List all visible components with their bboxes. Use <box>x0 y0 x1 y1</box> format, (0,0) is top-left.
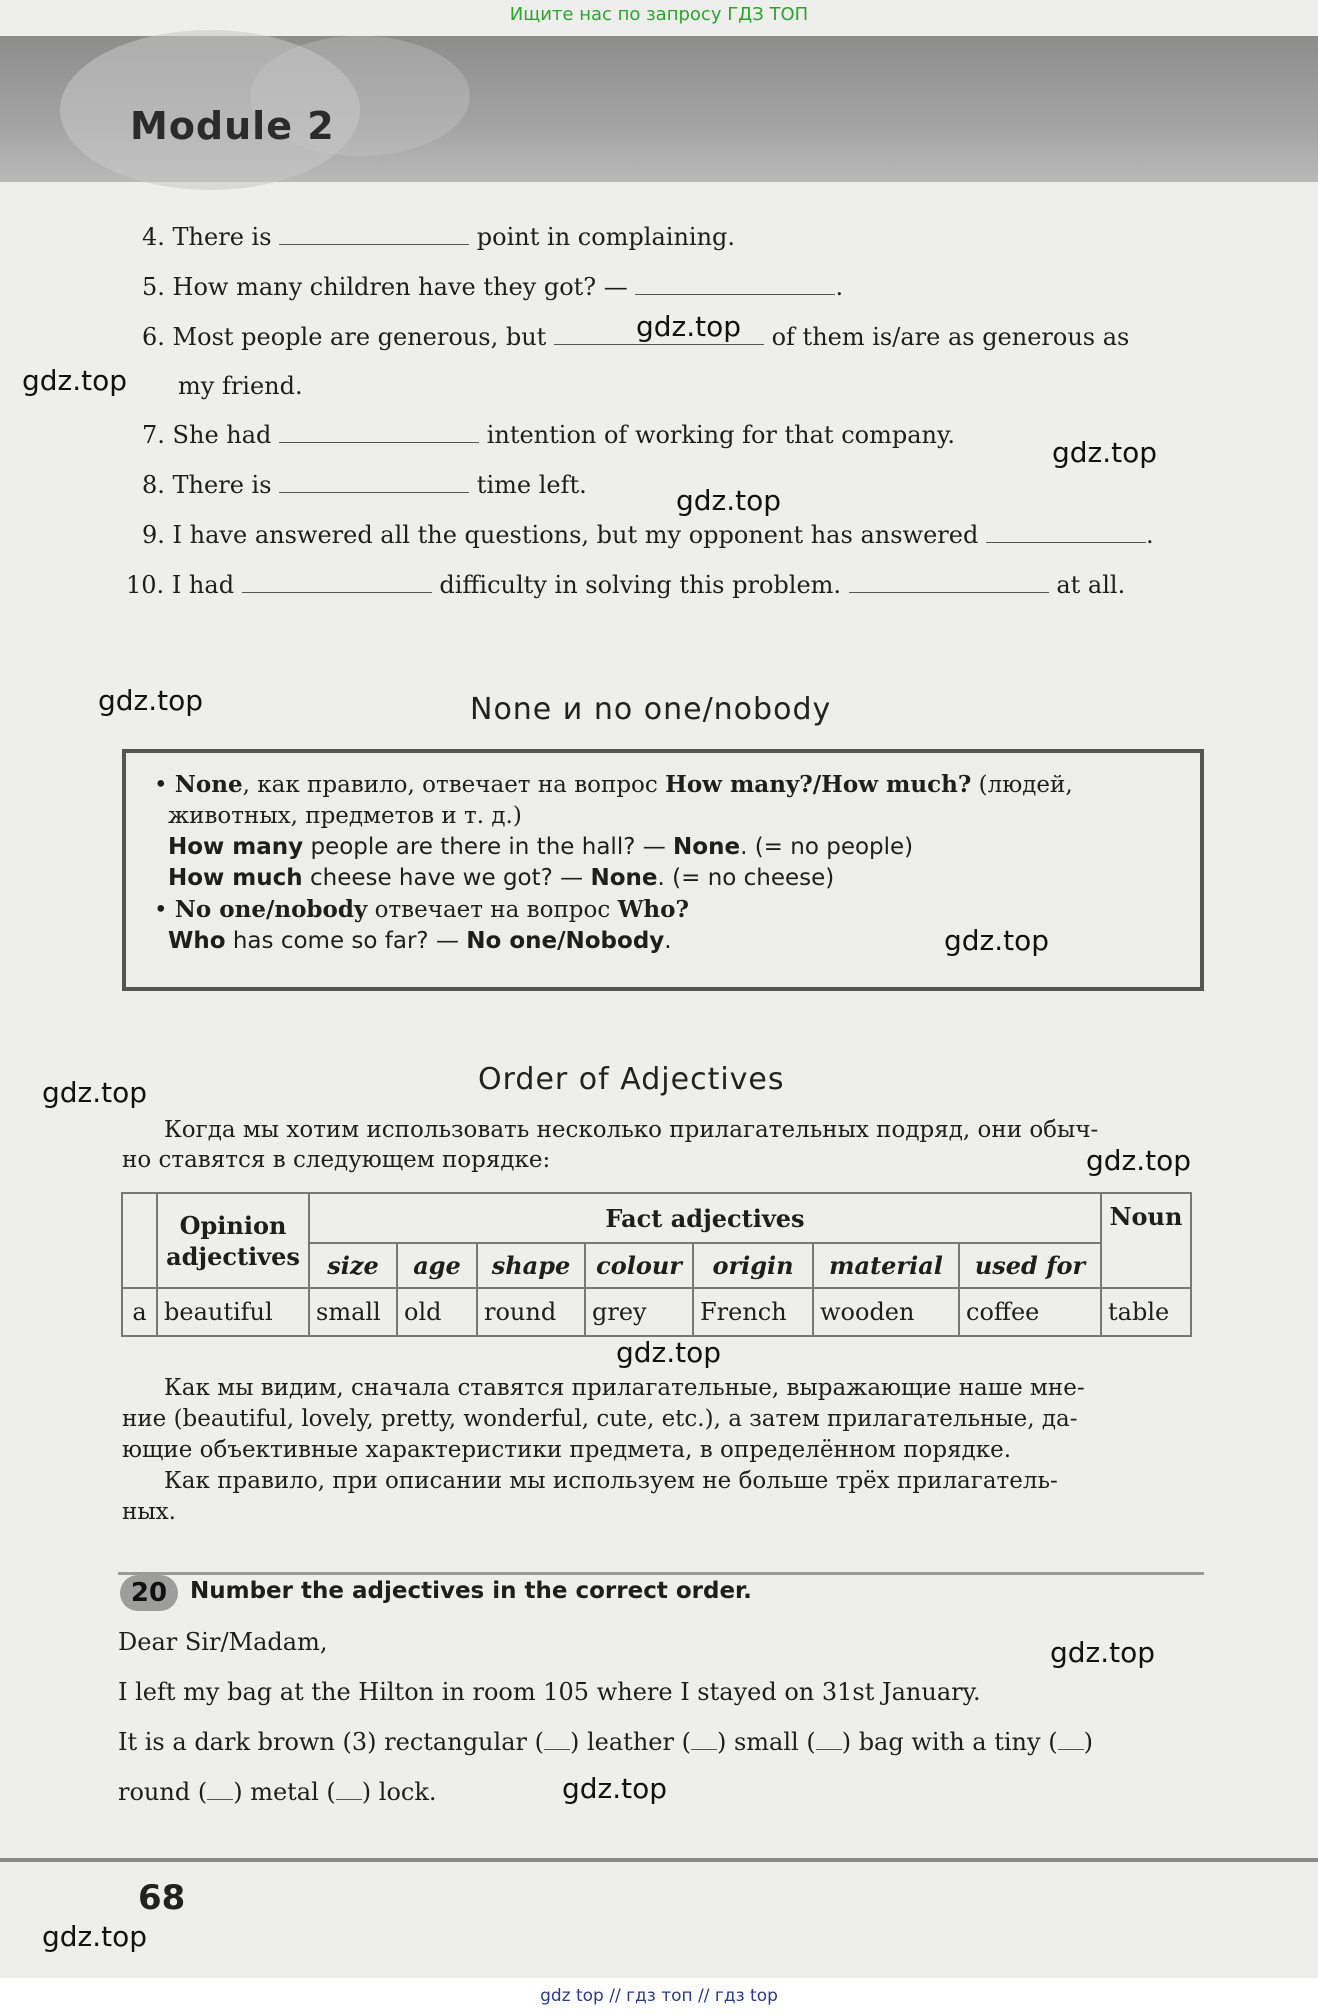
rule-example: Who has come so far? — No one/Nobody. <box>168 928 672 954</box>
rule-example: How many people are there in the hall? — None. (= no people) <box>168 834 914 860</box>
number-blank[interactable] <box>691 1749 717 1750</box>
number-blank[interactable] <box>1058 1749 1084 1750</box>
answer-blank[interactable] <box>279 420 479 443</box>
exercise-item-4: 4. There is point in complaining. <box>142 223 736 251</box>
exercise-item-6-cont: my friend. <box>178 372 303 400</box>
table-subheader: used for <box>959 1243 1101 1288</box>
letter-line: It is a dark brown (3) rectangular ( ) leather ( ) small ( ) bag with a tiny ( ) <box>118 1728 1093 1756</box>
exercise-number-badge: 20 <box>120 1575 178 1611</box>
answer-blank[interactable] <box>279 222 469 245</box>
watermark: gdz.top <box>616 1336 722 1369</box>
table-cell: French <box>693 1288 813 1336</box>
letter-greeting: Dear Sir/Madam, <box>118 1628 328 1656</box>
exercise-item-8: 8. There is time left. <box>142 471 587 499</box>
rule-line: • None, как правило, отвечает на вопрос How many?/How much? (людей, <box>154 771 1073 798</box>
adjective-order-table <box>121 1192 1192 1337</box>
exercise-item-5: 5. How many children have they got? — . <box>142 273 844 301</box>
table-subheader: origin <box>693 1243 813 1288</box>
footer-note: gdz top // гдз топ // гдз top <box>540 1986 778 2006</box>
exercise-item-9: 9. I have answered all the questions, but my opponent has answered . <box>142 521 1154 549</box>
table-subheader: material <box>813 1243 959 1288</box>
watermark: gdz.top <box>636 310 742 343</box>
answer-blank[interactable] <box>849 570 1049 593</box>
watermark: gdz.top <box>42 1920 148 1953</box>
explanation-line: ных. <box>122 1499 176 1525</box>
watermark: gdz.top <box>1052 436 1158 469</box>
table-cell <box>122 1193 157 1288</box>
number-blank[interactable] <box>544 1749 570 1750</box>
number-blank[interactable] <box>336 1799 362 1800</box>
section-title-order: Order of Adjectives <box>478 1062 785 1097</box>
watermark: gdz.top <box>22 364 128 397</box>
table-cell-article: a <box>122 1288 157 1336</box>
section-title-none: None и no one/nobody <box>470 692 832 727</box>
watermark: gdz.top <box>1086 1144 1192 1177</box>
rule-example: How much cheese have we got? — None. (= no cheese) <box>168 865 835 891</box>
exercise-item-6: 6. Most people are generous, but of them is/are as generous as <box>142 323 1130 351</box>
watermark: gdz.top <box>42 1076 148 1109</box>
explanation-line: Как правило, при описании мы используем не больше трёх прилагатель- <box>164 1468 1058 1494</box>
table-cell-noun: table <box>1101 1288 1191 1336</box>
explanation-line: Как мы видим, сначала ставятся прилагательные, выражающие наше мне- <box>164 1375 1085 1401</box>
exercise-instruction: Number the adjectives in the correct order. <box>190 1578 752 1604</box>
letter-line: I left my bag at the Hilton in room 105 where I stayed on 31st January. <box>118 1678 981 1706</box>
watermark: gdz.top <box>676 484 782 517</box>
number-blank[interactable] <box>207 1799 233 1800</box>
top-search-note: Ищите нас по запросу ГДЗ ТОП <box>509 4 809 25</box>
table-subheader: shape <box>477 1243 585 1288</box>
letter-line: round ( ) metal ( ) lock. <box>118 1778 437 1806</box>
answer-blank[interactable] <box>242 570 432 593</box>
bottom-rule <box>0 1858 1318 1862</box>
order-intro-line: Когда мы хотим использовать несколько прилагательных подряд, они обыч- <box>164 1117 1099 1143</box>
watermark: gdz.top <box>944 924 1050 957</box>
answer-blank[interactable] <box>635 272 835 295</box>
exercise-divider <box>118 1572 1204 1575</box>
exercise-item-10: 10. I had difficulty in solving this problem. at all. <box>126 571 1126 599</box>
table-subheader: size <box>309 1243 397 1288</box>
number-blank[interactable] <box>816 1749 842 1750</box>
answer-blank[interactable] <box>279 470 469 493</box>
module-title: Module 2 <box>130 104 335 148</box>
explanation-line: ющие объективные характеристики предмета, в определённом порядке. <box>122 1437 1012 1463</box>
table-header-noun: Noun <box>1101 1193 1191 1288</box>
exercise-item-7: 7. She had intention of working for that company. <box>142 421 955 449</box>
table-cell: small <box>309 1288 397 1336</box>
table-header-opinion: Opinion adjectives <box>157 1193 309 1288</box>
table-cell: grey <box>585 1288 693 1336</box>
order-intro-line: но ставятся в следующем порядке: <box>122 1147 551 1173</box>
table-cell: round <box>477 1288 585 1336</box>
page-number: 68 <box>138 1878 186 1918</box>
watermark: gdz.top <box>562 1772 668 1805</box>
table-subheader: colour <box>585 1243 693 1288</box>
rule-line: животных, предметов и т. д.) <box>168 803 522 829</box>
table-cell: wooden <box>813 1288 959 1336</box>
table-cell-opinion: beautiful <box>157 1288 309 1336</box>
table-subheader: age <box>397 1243 477 1288</box>
table-cell: coffee <box>959 1288 1101 1336</box>
explanation-line: ние (beautiful, lovely, pretty, wonderful, cute, etc.), а затем прилагательные, да- <box>122 1406 1078 1432</box>
table-header-fact: Fact adjectives <box>309 1193 1101 1243</box>
rule-line: • No one/nobody отвечает на вопрос Who? <box>154 896 689 923</box>
answer-blank[interactable] <box>986 520 1146 543</box>
table-cell: old <box>397 1288 477 1336</box>
watermark: gdz.top <box>98 684 204 717</box>
watermark: gdz.top <box>1050 1636 1156 1669</box>
